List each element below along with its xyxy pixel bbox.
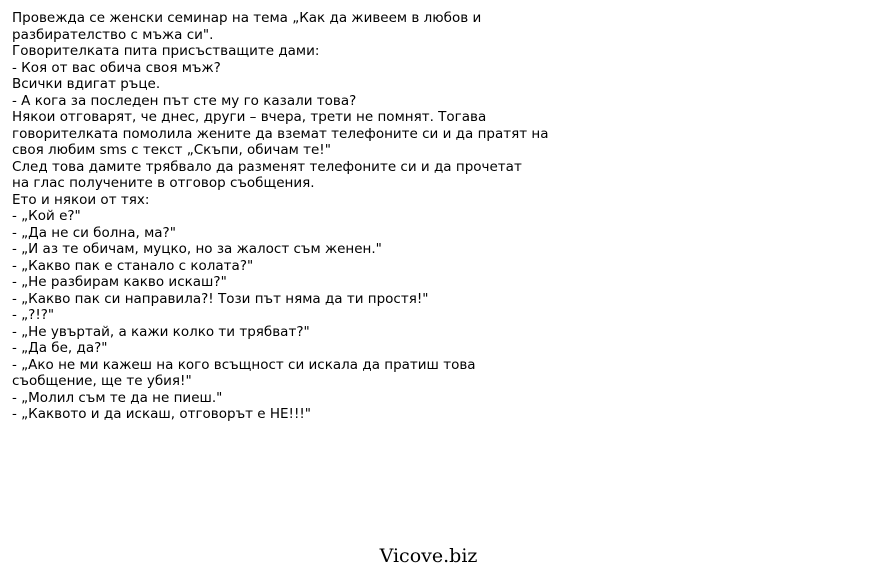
joke-line: - „Да бе, да?" [12,340,108,356]
joke-line: - „Какво пак си направила?! Този път няма да ти простя!" [12,290,429,307]
joke-line: - А кога за последен път сте му го казали това? [12,92,357,109]
site-watermark: Vicove.biz [379,545,478,567]
joke-line: на глас получените в отговор съобщения. [12,175,315,191]
joke-line: разбирателство с мъжа си". [12,26,214,43]
joke-line: - „Не увъртай, а кажи колко ти трябват?" [12,323,310,340]
joke-text [12,10,612,423]
joke-line: - „Каквото и да искаш, отговорът е НЕ!!!" [12,406,311,422]
joke-line: - „Не разбирам какво искаш?" [12,274,227,290]
joke-line: Ето и някои от тях: [12,191,150,208]
joke-line: Някои отговарят, че днес, други – вчера, трети не помнят. Тогава [12,109,487,125]
joke-line: - Коя от вас обича своя мъж? [12,59,221,76]
joke-line: Всички вдигат ръце. [12,76,161,92]
joke-line: - „Какво пак е станало с колата?" [12,257,254,274]
joke-line: съобщение, ще те убия!" [12,373,192,389]
joke-line: Провежда се женски семинар на тема „Как да живеем в любов и [12,10,482,26]
joke-line: След това дамите трябвало да разменят телефоните си и да прочетат [12,158,522,175]
joke-line: - „Молил съм те да не пиеш." [12,389,223,406]
joke-line: - „?!?" [12,307,55,323]
joke-line: говорителката помолила жените да вземат телефоните си и да пратят на [12,125,549,142]
joke-line: - „Да не си болна, ма?" [12,224,176,241]
joke-line: своя любим sms с текст „Скъпи, обичам те!" [12,142,331,158]
joke-line: - „Ако не ми кажеш на кого всъщност си искала да пратиш това [12,356,476,373]
joke-line: Говорителката пита присъстващите дами: [12,43,320,59]
joke-line: - „Кой е?" [12,208,81,224]
joke-line: - „И аз те обичам, муцко, но за жалост съм женен." [12,241,382,257]
